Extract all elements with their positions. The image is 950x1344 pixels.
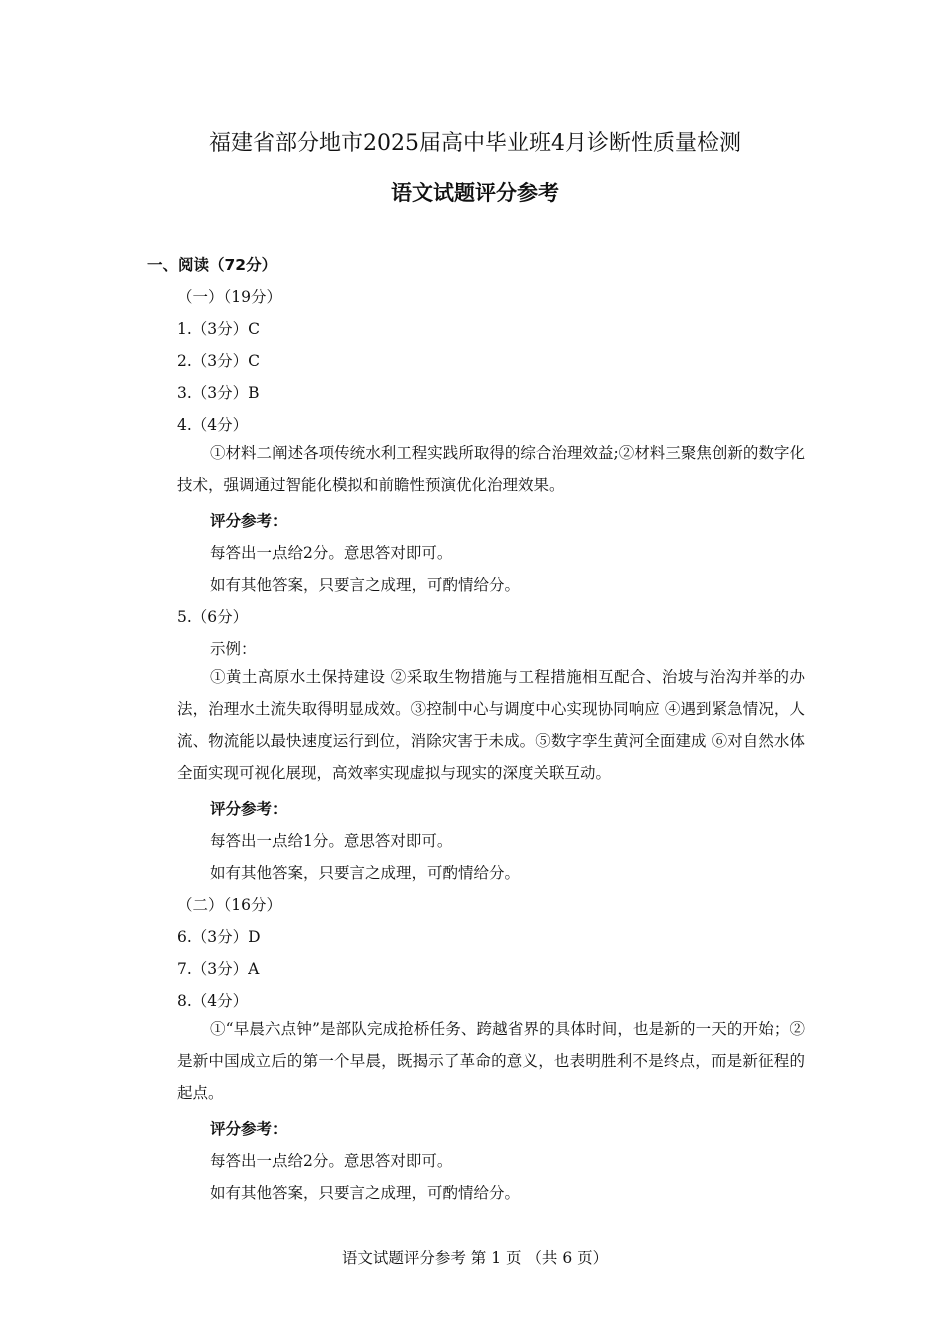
q8-scoring-label: 评分参考： [210, 1120, 288, 1138]
q8-answer: ①“早晨六点钟”是部队完成抢桥任务、跨越省界的具体时间，也是新的一天的开始；②是新中国成立后的第一个早晨，既揭示了革命的意义，也表明胜利不是终点，而是新征程的起点。 [177, 1020, 805, 1102]
q5-example-label: 示例： [210, 640, 257, 658]
page-footer: 语文试题评分参考 第 1 页 （共 6 页） [341, 1249, 609, 1267]
page-title: 福建省部分地市2025届高中毕业班4月诊断性质量检测 [209, 131, 741, 156]
q4-scoring-label: 评分参考： [210, 512, 288, 530]
answer-q6: 6.（3分）D [177, 928, 261, 946]
q5-answer: ①黄土高原水土保持建设 ②采取生物措施与工程措施相互配合、治坡与治沟并举的办法，治理水土流失取得明显成效。③控制中心与调度中心实现协同响应 ④遇到紧急情况，人流、物流能以最快速度运行到位，消除灾害于未成。⑤数字孪生黄河全面建成 ⑥对自然水体全面实现可视化展现，高效率实现虚拟与现实的深度关联互动。 [177, 668, 805, 782]
section-heading-reading: 一、阅读（72分） [147, 256, 278, 274]
q4-scoring-note: 如有其他答案，只要言之成理，可酌情给分。 [210, 576, 521, 594]
q8-scoring-rule: 每答出一点给2分。意思答对即可。 [210, 1152, 453, 1170]
part1-heading: （一）（19分） [177, 288, 282, 306]
part2-heading: （二）（16分） [177, 896, 282, 914]
q4-answer: ①材料二阐述各项传统水利工程实践所取得的综合治理效益;②材料三聚焦创新的数字化技术，强调通过智能化模拟和前瞻性预演优化治理效果。 [177, 444, 805, 494]
q5-label: 5.（6分） [177, 608, 249, 626]
q4-scoring-rule: 每答出一点给2分。意思答对即可。 [210, 544, 453, 562]
q5-scoring-note: 如有其他答案，只要言之成理，可酌情给分。 [210, 864, 521, 882]
answer-q7: 7.（3分）A [177, 960, 260, 978]
q4-label: 4.（4分） [177, 416, 249, 434]
answer-q3: 3.（3分）B [177, 384, 260, 402]
q5-scoring-rule: 每答出一点给1分。意思答对即可。 [210, 832, 453, 850]
answer-q2: 2.（3分）C [177, 352, 261, 370]
page-subtitle: 语文试题评分参考 [391, 181, 559, 205]
q8-label: 8.（4分） [177, 992, 249, 1010]
q5-scoring-label: 评分参考： [210, 800, 288, 818]
q8-scoring-note: 如有其他答案，只要言之成理，可酌情给分。 [210, 1184, 521, 1202]
answer-q1: 1.（3分）C [177, 320, 261, 338]
